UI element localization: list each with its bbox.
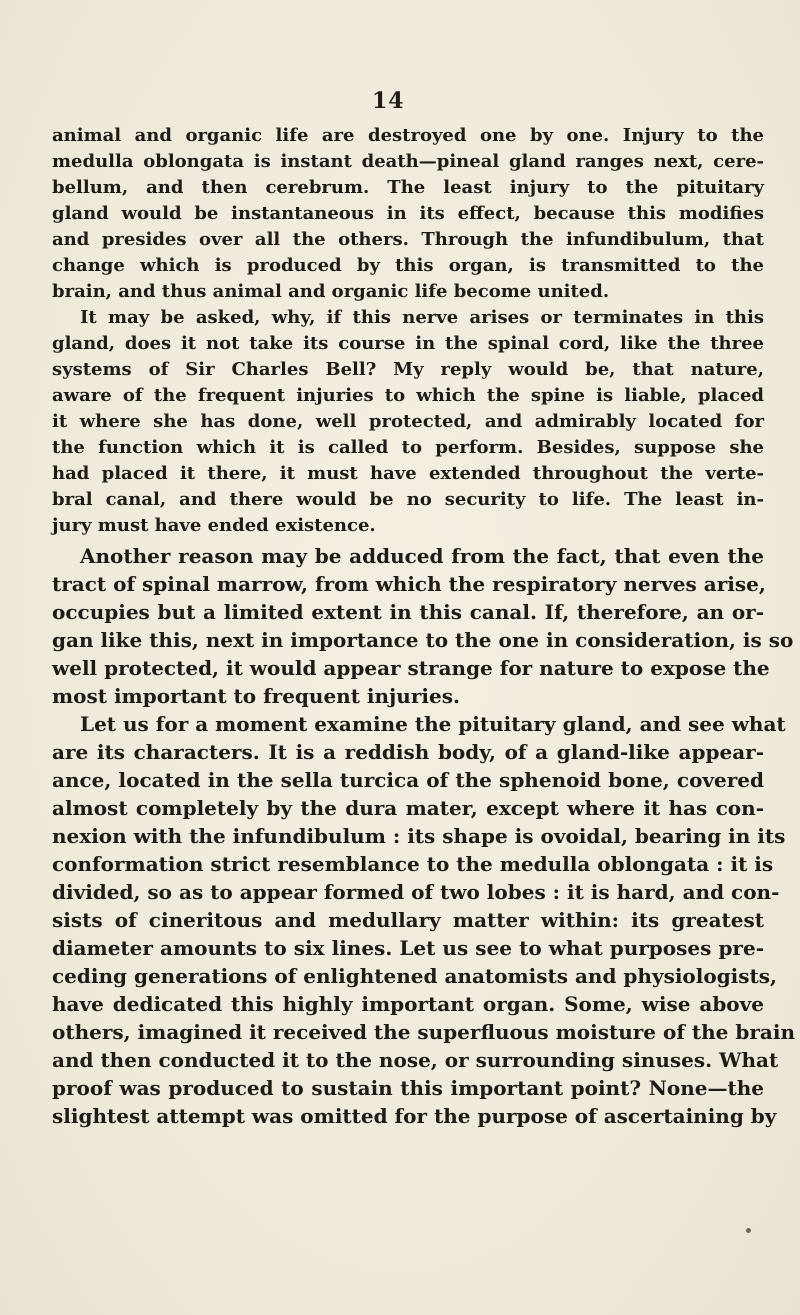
- text-line: the function which it is called to perform. Besides, suppose she: [52, 437, 764, 458]
- text-line: conformation strict resemblance to the medulla oblongata : it is: [52, 852, 774, 876]
- text-line: ceding generations of enlightened anatomists and physiologists,: [52, 964, 777, 988]
- text-line: It may be asked, why, if this nerve arises or terminates in this: [80, 307, 764, 328]
- text-line: jury must have ended existence.: [52, 515, 376, 536]
- text-line: Let us for a moment examine the pituitary gland, and see what: [80, 712, 786, 736]
- text-line: it where she has done, well protected, and admirably located for: [52, 411, 764, 432]
- text-line: have dedicated this highly important organ. Some, wise above: [52, 992, 764, 1016]
- text-line: and then conducted it to the nose, or surrounding sinuses. What: [52, 1048, 779, 1072]
- text-line: sists of cineritous and medullary matter within: its greatest: [52, 908, 764, 932]
- text-line: systems of Sir Charles Bell? My reply would be, that nature,: [52, 359, 764, 380]
- text-line: medulla oblongata is instant death—pineal gland ranges next, cere-: [52, 151, 764, 172]
- text-line: and presides over all the others. Through the infundibulum, that: [52, 229, 764, 250]
- text-line: others, imagined it received the superfluous moisture of the brain: [52, 1020, 795, 1044]
- page-number: 14: [372, 88, 405, 114]
- text-line: diameter amounts to six lines. Let us see to what purposes pre-: [52, 936, 764, 960]
- text-line: brain, and thus animal and organic life become united.: [52, 281, 610, 302]
- text-line: almost completely by the dura mater, except where it has con-: [52, 796, 764, 820]
- text-line: bellum, and then cerebrum. The least injury to the pituitary: [52, 177, 764, 198]
- text-line: Another reason may be adduced from the fact, that even the: [80, 544, 764, 568]
- text-line: bral canal, and there would be no security to life. The least in-: [52, 489, 764, 510]
- text-line: are its characters. It is a reddish body, of a gland-like appear-: [52, 740, 764, 764]
- text-line: proof was produced to sustain this important point? None—the: [52, 1076, 764, 1100]
- text-line: animal and organic life are destroyed one by one. Injury to the: [52, 125, 764, 146]
- ink-speck: [746, 1228, 751, 1233]
- text-line: slightest attempt was omitted for the purpose of ascertaining by: [52, 1104, 777, 1128]
- text-line: gland would be instantaneous in its effect, because this modifies: [52, 203, 764, 224]
- text-line: gland, does it not take its course in the spinal cord, like the three: [52, 333, 764, 354]
- text-line: nexion with the infundibulum : its shape is ovoidal, bearing in its: [52, 824, 786, 848]
- text-line: ance, located in the sella turcica of the sphenoid bone, covered: [52, 768, 764, 792]
- text-line: gan like this, next in importance to the one in consideration, is so: [52, 628, 794, 652]
- text-line: divided, so as to appear formed of two lobes : it is hard, and con-: [52, 880, 780, 904]
- text-line: most important to frequent injuries.: [52, 684, 460, 708]
- text-line: occupies but a limited extent in this canal. If, therefore, an or-: [52, 600, 764, 624]
- text-line: had placed it there, it must have extended throughout the verte-: [52, 463, 764, 484]
- text-line: tract of spinal marrow, from which the respiratory nerves arise,: [52, 572, 766, 596]
- text-line: change which is produced by this organ, is transmitted to the: [52, 255, 764, 276]
- text-line: well protected, it would appear strange for nature to expose the: [52, 656, 770, 680]
- text-line: aware of the frequent injuries to which the spine is liable, placed: [52, 385, 764, 406]
